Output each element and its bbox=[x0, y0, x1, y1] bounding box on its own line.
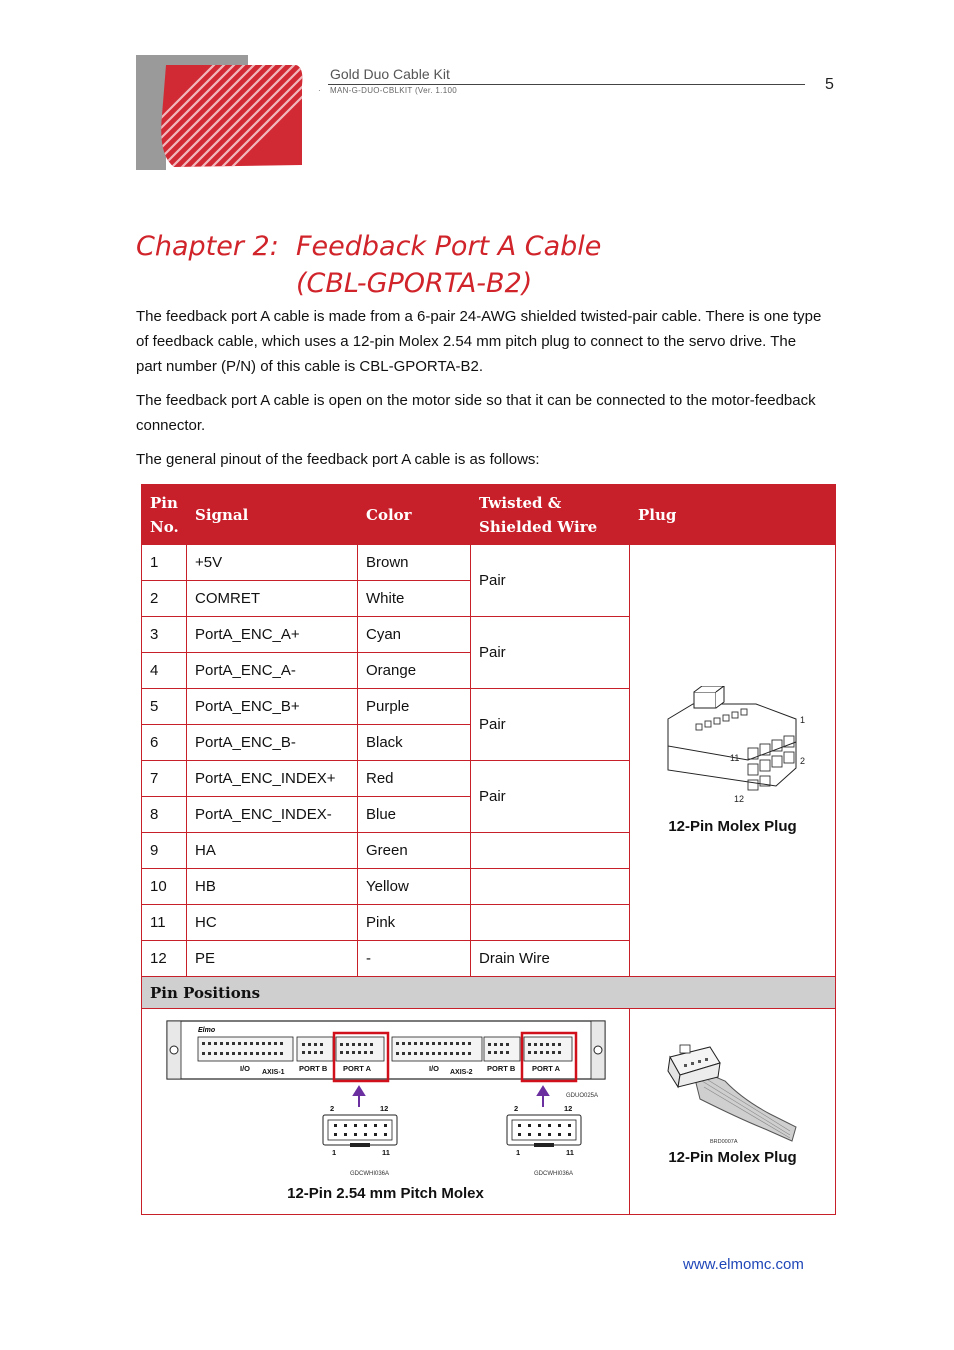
paragraph-intro: The feedback port A cable is made from a 6-pair 24-AWG shielded twisted-pair cable. There is one type of feedback cable, which uses a 12-pin Molex 2.54 mm pitch plug to connect to the servo drive. The part number (P/N) of this cable is CBL-GPORTA-B2. bbox=[136, 308, 822, 375]
drive-axis2-label: AXIS-2 bbox=[450, 1069, 473, 1076]
molex-plug-drawing bbox=[648, 686, 818, 804]
signal-cell: HC bbox=[187, 905, 358, 941]
color-cell: Yellow bbox=[358, 869, 471, 905]
signal-cell: +5V bbox=[187, 545, 358, 581]
drive-io-label-1: I/O bbox=[240, 1064, 251, 1073]
drive-connector-diagram bbox=[142, 1009, 630, 1184]
header-bullet: · bbox=[318, 86, 321, 95]
pin-positions-label: Pin Positions bbox=[142, 977, 836, 1009]
website-link[interactable]: www.elmomc.com bbox=[683, 1256, 804, 1273]
wire-cell-empty bbox=[471, 833, 630, 869]
pin-cell: 3 bbox=[142, 617, 187, 653]
pin-cell: 5 bbox=[142, 689, 187, 725]
header-twisted-shielded: Twisted & Shielded Wire bbox=[471, 485, 630, 545]
signal-cell: COMRET bbox=[187, 581, 358, 617]
pin-positions-header-row bbox=[142, 977, 836, 1009]
signal-cell: PE bbox=[187, 941, 358, 977]
chapter-label: Chapter 2: bbox=[136, 231, 279, 262]
header-divider bbox=[328, 84, 805, 85]
chapter-title-line1: Feedback Port A Cable bbox=[296, 231, 602, 262]
signal-cell: PortA_ENC_A- bbox=[187, 653, 358, 689]
pair-cell: Pair bbox=[471, 761, 630, 833]
drive-porta-label-1: PORT A bbox=[343, 1064, 372, 1073]
pair-cell: Pair bbox=[471, 689, 630, 761]
drive-porta-label-2: PORT A bbox=[532, 1064, 561, 1073]
wire-cell-empty bbox=[471, 905, 630, 941]
pin-cell: 7 bbox=[142, 761, 187, 797]
connector1-pin1-label: 1 bbox=[332, 1148, 337, 1157]
drawing-code-label: GDUO025A bbox=[566, 1093, 599, 1099]
plug-cell bbox=[630, 545, 836, 977]
color-cell: - bbox=[358, 941, 471, 977]
signal-cell: PortA_ENC_B- bbox=[187, 725, 358, 761]
pin-cell: 1 bbox=[142, 545, 187, 581]
pin-cell: 11 bbox=[142, 905, 187, 941]
pin-cell: 6 bbox=[142, 725, 187, 761]
chapter-title-line2: (CBL-GPORTA-B2) bbox=[296, 268, 533, 299]
drive-brand-label: Elmo bbox=[198, 1027, 216, 1034]
color-cell: Blue bbox=[358, 797, 471, 833]
pair-cell: Pair bbox=[471, 545, 630, 617]
cable-plug-cell bbox=[630, 1009, 836, 1215]
connector2-pin1-label: 1 bbox=[516, 1148, 521, 1157]
color-cell: Red bbox=[358, 761, 471, 797]
pair-cell: Pair bbox=[471, 617, 630, 689]
pin-cell: 2 bbox=[142, 581, 187, 617]
signal-cell: PortA_ENC_INDEX+ bbox=[187, 761, 358, 797]
elmo-logo bbox=[136, 55, 306, 170]
table-row bbox=[142, 545, 836, 581]
color-cell: Green bbox=[358, 833, 471, 869]
pinout-table bbox=[141, 484, 836, 1215]
pin-cell: 12 bbox=[142, 941, 187, 977]
wire-cell-empty bbox=[471, 869, 630, 905]
drive-io-label-2: I/O bbox=[429, 1064, 440, 1073]
paragraph-open-side: The feedback port A cable is open on the motor side so that it can be connected to the motor-feedback connector. bbox=[136, 392, 816, 434]
drive-portb-label-1: PORT B bbox=[299, 1064, 328, 1073]
positions-caption: 12-Pin 2.54 mm Pitch Molex bbox=[287, 1185, 484, 1202]
connector1-pin2-label: 2 bbox=[330, 1104, 335, 1113]
positions-plug-caption: 12-Pin Molex Plug bbox=[668, 1149, 797, 1166]
connector1-pin12-label: 12 bbox=[380, 1104, 389, 1113]
color-cell: Orange bbox=[358, 653, 471, 689]
color-cell: Black bbox=[358, 725, 471, 761]
pin-positions-row bbox=[142, 1009, 836, 1215]
header-signal: Signal bbox=[187, 485, 358, 545]
drive-axis1-label: AXIS-1 bbox=[262, 1069, 285, 1076]
color-cell: Cyan bbox=[358, 617, 471, 653]
drive-diagram-cell bbox=[142, 1009, 630, 1215]
pin-cell: 9 bbox=[142, 833, 187, 869]
document-code: MAN-G-DUO-CBLKIT (Ver. 1.100 bbox=[330, 86, 457, 95]
signal-cell: HA bbox=[187, 833, 358, 869]
header-plug: Plug bbox=[630, 485, 836, 545]
header-pin-no: Pin No. bbox=[142, 485, 187, 545]
connector2-pin2-label: 2 bbox=[514, 1104, 519, 1113]
color-cell: White bbox=[358, 581, 471, 617]
pin-cell: 8 bbox=[142, 797, 187, 833]
color-cell: Brown bbox=[358, 545, 471, 581]
color-cell: Purple bbox=[358, 689, 471, 725]
document-title: Gold Duo Cable Kit bbox=[330, 66, 450, 82]
connector2-code-label: GDCWHI036A bbox=[534, 1171, 574, 1177]
page-number: 5 bbox=[825, 76, 834, 93]
plug-pin-label-1: 1 bbox=[799, 715, 805, 725]
header-color: Color bbox=[358, 485, 471, 545]
connector2-pin11-label: 11 bbox=[566, 1148, 574, 1157]
signal-cell: HB bbox=[187, 869, 358, 905]
plug-pin-label-12: 12 bbox=[733, 794, 744, 804]
connector2-pin12-label: 12 bbox=[564, 1104, 573, 1113]
drain-wire-cell: Drain Wire bbox=[471, 941, 630, 977]
signal-cell: PortA_ENC_B+ bbox=[187, 689, 358, 725]
signal-cell: PortA_ENC_INDEX- bbox=[187, 797, 358, 833]
color-cell: Pink bbox=[358, 905, 471, 941]
signal-cell: PortA_ENC_A+ bbox=[187, 617, 358, 653]
cable-plug-drawing bbox=[630, 1019, 834, 1159]
plug-pin-label-11: 11 bbox=[729, 753, 739, 763]
paragraph-pinout-lead: The general pinout of the feedback port A cable is as follows: bbox=[136, 451, 540, 468]
plug-caption: 12-Pin Molex Plug bbox=[668, 818, 797, 835]
cable-code-label: BRD0007A bbox=[710, 1139, 738, 1145]
table-header-row bbox=[142, 485, 836, 545]
drive-portb-label-2: PORT B bbox=[487, 1064, 516, 1073]
connector1-pin11-label: 11 bbox=[382, 1148, 390, 1157]
pin-cell: 10 bbox=[142, 869, 187, 905]
connector1-code-label: GDCWHI036A bbox=[350, 1171, 390, 1177]
pin-cell: 4 bbox=[142, 653, 187, 689]
plug-pin-label-2: 2 bbox=[799, 756, 805, 766]
